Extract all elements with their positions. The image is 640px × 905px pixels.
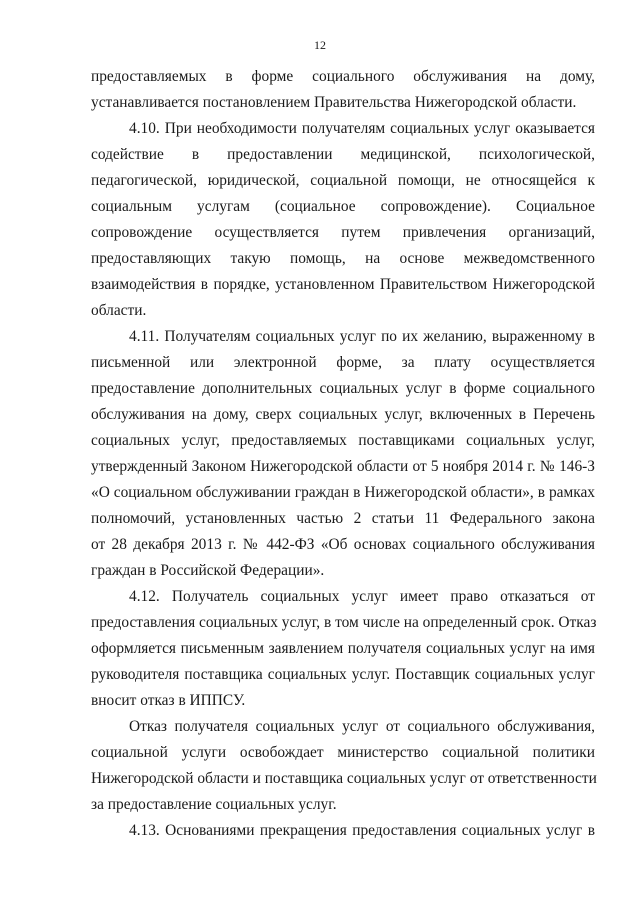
text-line: сопровождение осуществляется путем привлечения организаций, [91,224,595,241]
text-line: взаимодействия в порядке, установленном Правительством Нижегородской [91,276,595,293]
paragraph [91,818,595,844]
paragraph [91,584,595,714]
text-line: области. [91,302,147,319]
text-line: предоставляемых в форме социального обслуживания на дому, [91,68,595,85]
paragraph [91,714,595,818]
text-line: предоставление дополнительных социальных услуг в форме социального [91,380,595,397]
text-line: предоставляющих такую помощь, на основе межведомственного [91,250,595,267]
page-number: 12 [314,38,326,52]
text-line: руководителя поставщика социальных услуг. Поставщик социальных услуг [91,666,595,683]
text-line: 4.11. Получателям социальных услуг по их желанию, выраженному в [129,328,595,345]
text-line: устанавливается постановлением Правительства Нижегородской области. [91,94,577,111]
text-line: письменной или электронной форме, за плату осуществляется [91,354,595,371]
text-line: педагогической, юридической, социальной помощи, не относящейся к [91,172,595,189]
text-line: граждан в Российской Федерации». [91,562,325,579]
text-line: утвержденный Законом Нижегородской области от 5 ноября 2014 г. № 146-З [91,458,595,475]
text-line: полномочий, установленных частью 2 статьи 11 Федерального закона [91,510,595,527]
text-line: содействие в предоставлении медицинской, психологической, [91,146,595,163]
text-line: 4.10. При необходимости получателям социальных услуг оказывается [129,120,595,137]
paragraph [91,324,595,584]
text-line: социальным услугам (социальное сопровождение). Социальное [91,198,595,215]
text-line: Отказ получателя социальных услуг от социального обслуживания, [129,718,595,735]
paragraph [91,64,595,116]
paragraph [91,116,595,324]
body-text [91,64,595,844]
text-line: за предоставление социальных услуг. [91,796,337,813]
text-line: обслуживания на дому, сверх социальных услуг, включенных в Перечень [91,406,595,423]
text-line: Нижегородской области и поставщика социальных услуг от ответственности [91,770,597,787]
text-line: предоставления социальных услуг, в том числе на определенный срок. Отказ [91,614,597,631]
text-line: 4.12. Получатель социальных услуг имеет право отказаться от [129,588,595,605]
text-line: 4.13. Основаниями прекращения предоставления социальных услуг в [129,822,595,839]
text-line: социальной услуги освобождает министерство социальной политики [91,744,595,761]
text-line: вносит отказ в ИППСУ. [91,692,246,709]
text-line: оформляется письменным заявлением получателя социальных услуг на имя [91,640,595,657]
text-line: социальных услуг, предоставляемых поставщиками социальных услуг, [91,432,595,449]
text-line: «О социальном обслуживании граждан в Нижегородской области», в рамках [91,484,595,501]
text-line: от 28 декабря 2013 г. № 442-ФЗ «Об основах социального обслуживания [91,536,595,553]
